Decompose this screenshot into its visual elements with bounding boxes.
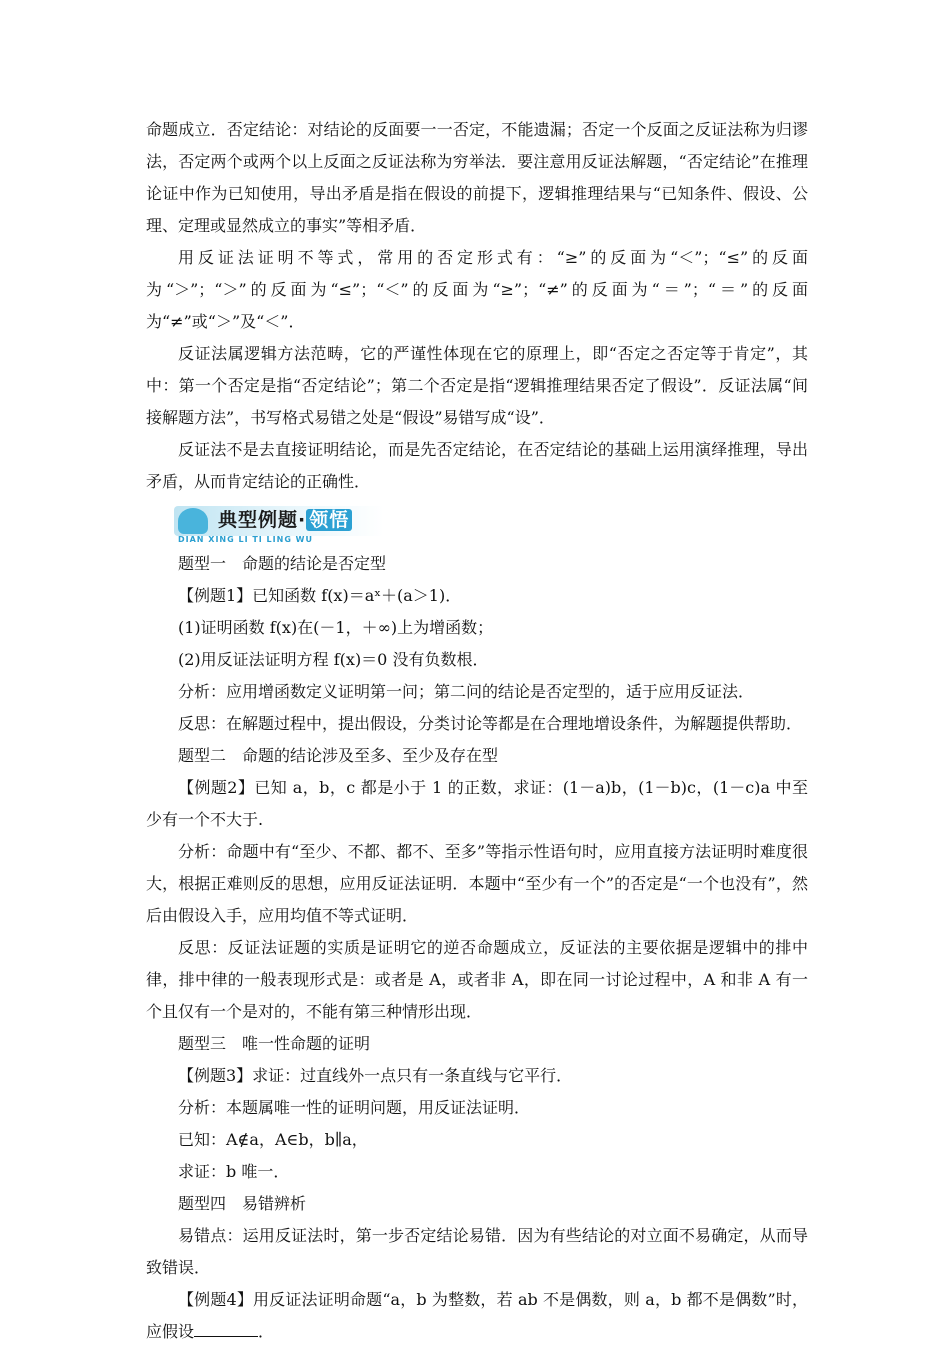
banner-logo-icon xyxy=(178,508,208,534)
example1-statement: 【例题1】已知函数 f(x)＝aˣ＋(a＞1)． xyxy=(178,586,462,605)
intro-paragraph-3: 反证法属逻辑方法范畴，它的严谨性体现在它的原理上，即“否定之否定等于肯定”，其中：第一个否定是指“否定结论”；第二个否定是指“逻辑推理结果否定了假设”．反证法属“间接解题方法”，书写格式易错之处是“假设”易错写成“设”． xyxy=(146,344,808,427)
example3-given: 已知：A∉a，A∈b，b∥a， xyxy=(178,1130,368,1149)
example2-analysis: 分析：命题中有“至少、不都、都不、至多”等指示性语句时，应用直接方法证明时难度很大，根据正难则反的思想，应用反证法证明．本题中“至少有一个”的否定是“一个也没有”，然后由假设入手，应用均值不等式证明． xyxy=(146,842,808,925)
example3-statement: 【例题3】求证：过直线外一点只有一条直线与它平行． xyxy=(178,1066,573,1085)
section1-heading: 题型一 命题的结论是否定型 xyxy=(178,554,387,573)
example1-part1: (1)证明函数 f(x)在(－1，＋∞)上为增函数； xyxy=(178,618,494,637)
example4-text: 【例题4】用反证法证明命题“a，b 为整数，若 ab 不是偶数，则 a，b 都不是偶数”时，应假设 xyxy=(146,1290,808,1341)
banner-subtitle: DIAN XING LI TI LING WU xyxy=(178,535,313,544)
example4-statement xyxy=(146,1284,808,1348)
answer-blank xyxy=(194,1318,258,1337)
example3-prove: 求证：b 唯一． xyxy=(178,1162,290,1181)
banner-title-text: 典型例题· xyxy=(218,509,307,531)
example3-analysis: 分析：本题属唯一性的证明问题，用反证法证明． xyxy=(178,1098,531,1117)
section3-heading: 题型三 唯一性命题的证明 xyxy=(178,1034,371,1053)
document-page xyxy=(146,114,808,1348)
example1-part2: (2)用反证法证明方程 f(x)＝0 没有负数根． xyxy=(178,650,489,669)
intro-paragraph-2: 用反证法证明不等式，常用的否定形式有：“≥”的反面为“＜”；“≤”的反面为“＞”；“＞”的反面为“≤”；“＜”的反面为“≥”；“≠”的反面为“＝”；“＝”的反面为“≠”或“＞”及“＜”． xyxy=(146,248,808,331)
intro-paragraph-4: 反证法不是去直接证明结论，而是先否定结论，在否定结论的基础上运用演绎推理，导出矛盾，从而肯定结论的正确性． xyxy=(146,440,808,491)
example2-reflection: 反思：反证法证题的实质是证明它的逆否命题成立，反证法的主要依据是逻辑中的排中律，排中律的一般表现形式是：或者是 A，或者非 A，即在同一讨论过程中，A 和非 A 有一个且仅有一个是对的，不能有第三种情形出现． xyxy=(146,938,808,1021)
example1-analysis: 分析：应用增函数定义证明第一问；第二问的结论是否定型的，适于应用反证法． xyxy=(178,682,755,701)
banner-title xyxy=(218,506,352,534)
example4-end: ． xyxy=(258,1322,275,1341)
example1-reflection: 反思：在解题过程中，提出假设，分类讨论等都是在合理地增设条件，为解题提供帮助． xyxy=(178,714,803,733)
intro-paragraph-1: 命题成立．否定结论：对结论的反面要一一否定，不能遗漏；否定一个反面之反证法称为归谬法，否定两个或两个以上反面之反证法称为穷举法．要注意用反证法解题，“否定结论”在推理论证中作为已知使用，导出矛盾是指在假设的前提下，逻辑推理结果与“已知条件、假设、公理、定理或显然成立的事实”等相矛盾． xyxy=(146,120,808,235)
section2-heading: 题型二 命题的结论涉及至多、至少及存在型 xyxy=(178,746,499,765)
example2-statement: 【例题2】已知 a，b，c 都是小于 1 的正数，求证：(1－a)b，(1－b)c，(1－c)a 中至少有一个不大于. xyxy=(146,778,808,829)
section4-error-point: 易错点：运用反证法时，第一步否定结论易错．因为有些结论的对立面不易确定，从而导致错误． xyxy=(146,1226,808,1277)
section-banner xyxy=(174,504,434,548)
section4-heading: 题型四 易错辨析 xyxy=(178,1194,307,1213)
banner-title-highlight: 领悟 xyxy=(306,509,352,531)
